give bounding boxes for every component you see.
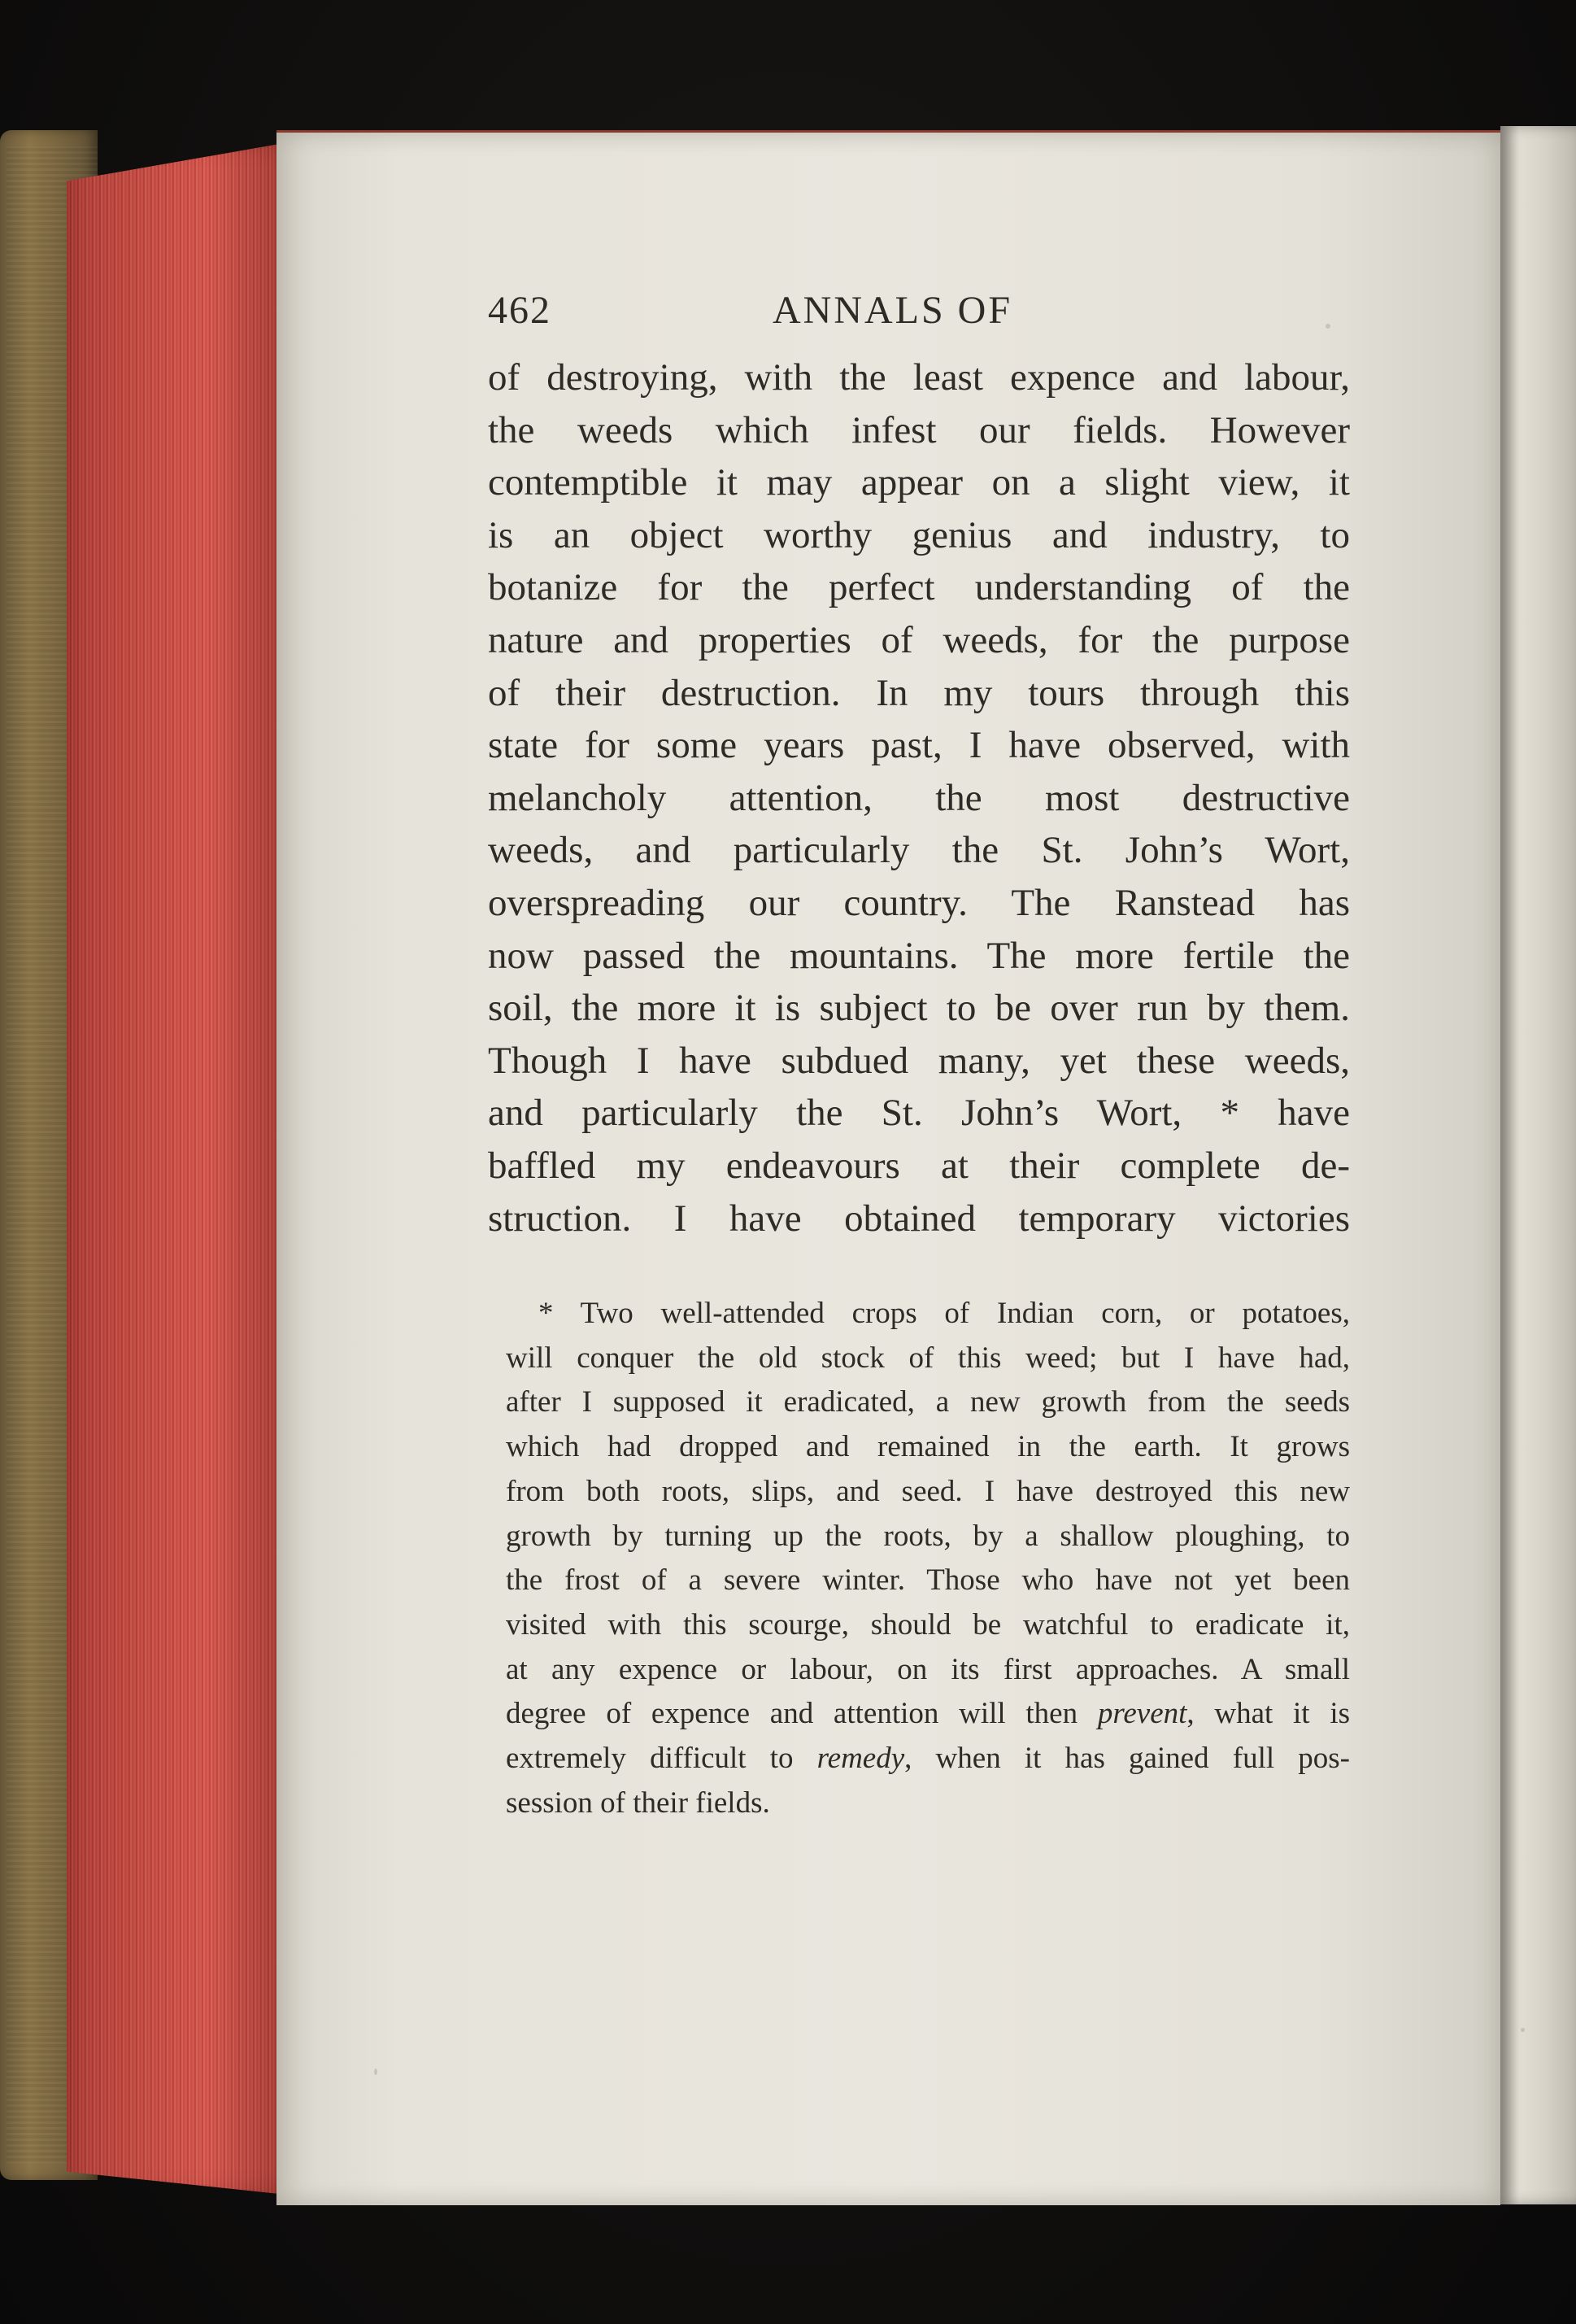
footnote-text: which had dropped and remained in the earth. It grows — [506, 1430, 1350, 1464]
footnote-line — [506, 1737, 1350, 1781]
body-line: weeds, and particularly the St. John’s Wort, — [488, 829, 1350, 872]
footnote-text: the frost of a severe winter. Those who have not yet been — [506, 1563, 1350, 1598]
footnote-text: growth by turning up the roots, by a shallow ploughing, to — [506, 1519, 1350, 1553]
body-line: the weeds which infest our fields. However — [488, 408, 1350, 451]
red-page-edges — [67, 140, 303, 2196]
footnote-text: degree of expence and attention will then — [506, 1697, 1098, 1731]
footnote-text: at any expence or labour, on its first approaches. A small — [506, 1652, 1350, 1686]
footnote-line — [506, 1292, 1350, 1336]
footnote-italic-text: remedy — [816, 1741, 905, 1775]
footnote-line — [506, 1425, 1350, 1470]
footnote-line — [506, 1603, 1350, 1648]
footnote-text: will conquer the old stock of this weed; but I have had, — [506, 1341, 1350, 1375]
main-body-text — [488, 351, 1350, 1245]
footnote-text: extremely difficult to — [506, 1741, 817, 1775]
page-number: 462 — [488, 289, 551, 332]
footnote-text: , when it has gained full pos- — [904, 1741, 1350, 1775]
running-head-title: ANNALS OF — [773, 289, 1013, 332]
facing-page-edge — [1500, 126, 1576, 2204]
body-line: nature and properties of weeds, for the purpose — [488, 618, 1350, 661]
footnote-line — [506, 1380, 1350, 1425]
body-line: state for some years past, I have observed, with — [488, 724, 1350, 767]
body-line: of their destruction. In my tours through this — [488, 671, 1350, 714]
foxing-spot — [1521, 2028, 1525, 2032]
body-line: overspreading our country. The Ranstead has — [488, 881, 1350, 924]
footnote-line — [506, 1470, 1350, 1515]
footnote-line — [506, 1781, 1350, 1826]
body-line: baffled my endeavours at their complete de- — [488, 1144, 1350, 1187]
foxing-spot — [374, 2069, 377, 2075]
body-line: struction. I have obtained temporary victories — [488, 1197, 1350, 1240]
footnote-italic-text: prevent — [1097, 1697, 1187, 1731]
body-line: melancholy attention, the most destructive — [488, 776, 1350, 819]
footnote-line — [506, 1515, 1350, 1559]
running-head — [488, 277, 1350, 342]
body-line: is an object worthy genius and industry, to — [488, 513, 1350, 556]
body-line: Though I have subdued many, yet these weeds, — [488, 1039, 1350, 1082]
footnote-text: , what it is — [1186, 1697, 1350, 1731]
page-text — [488, 277, 1350, 1825]
footnote-line — [506, 1336, 1350, 1381]
footnote-text: visited with this scourge, should be watchful to eradicate it, — [506, 1607, 1350, 1642]
footnote-line — [506, 1648, 1350, 1693]
body-line: botanize for the perfect understanding of the — [488, 566, 1350, 609]
footnote-text: * Two well-attended crops of Indian corn, or potatoes, — [538, 1297, 1350, 1331]
body-line: soil, the more it is subject to be over run by them. — [488, 987, 1350, 1030]
body-line: and particularly the St. John’s Wort, * have — [488, 1092, 1350, 1135]
body-line: now passed the mountains. The more fertile the — [488, 934, 1350, 977]
footnote-text: from both roots, slips, and seed. I have destroyed this new — [506, 1474, 1350, 1508]
body-line: contemptible it may appear on a slight view, it — [488, 461, 1350, 504]
footnote-line — [506, 1692, 1350, 1737]
footnote-text: session of their fields. — [506, 1786, 770, 1820]
footnote — [488, 1292, 1350, 1825]
footnote-line — [506, 1559, 1350, 1603]
body-line: of destroying, with the least expence and labour, — [488, 356, 1350, 399]
footnote-text: after I supposed it eradicated, a new growth from the seeds — [506, 1385, 1350, 1419]
